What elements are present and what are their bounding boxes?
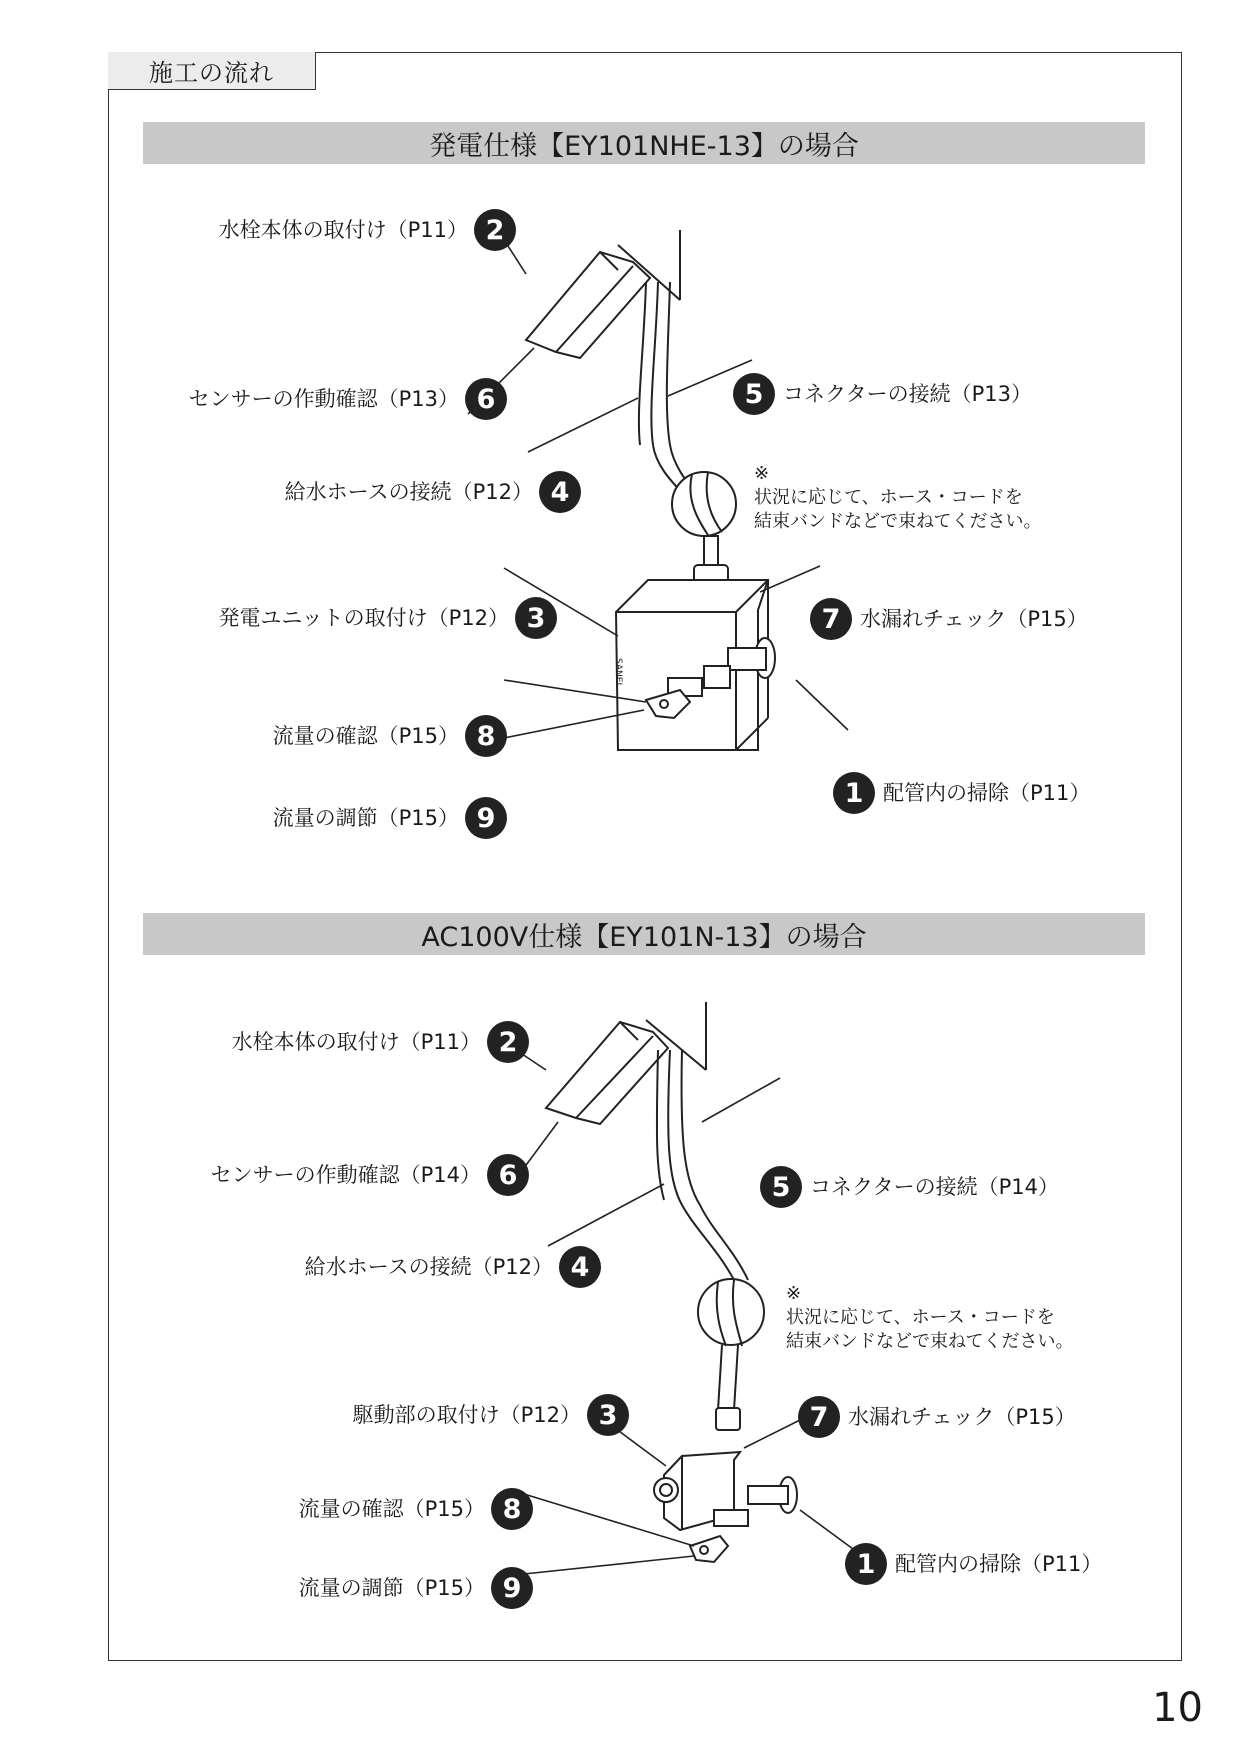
callout-label: 流量の調節（P15） [298,1575,485,1600]
callout-label: 配管内の掃除（P11） [895,1551,1103,1576]
callout-hose [305,1246,601,1288]
step-badge: 9 [465,797,507,839]
section-title-generator: 発電仕様【EY101NHE-13】の場合 [143,122,1145,164]
step-badge: 8 [491,1488,533,1530]
callout-sensor-check [189,378,507,420]
callout-leak-check [810,598,1088,640]
callout-leak-check [798,1396,1076,1438]
callout-sensor-check [211,1154,529,1196]
step-badge: 2 [474,209,516,251]
callout-label: 発電ユニットの取付け（P12） [218,605,509,630]
bundle-note [786,1282,1074,1354]
callout-label: 水漏れチェック（P15） [860,606,1088,631]
callout-connector [760,1166,1059,1208]
page-number: 10 [1152,1685,1203,1731]
callout-label: 水栓本体の取付け（P11） [218,217,468,242]
callout-flow-check [273,715,507,757]
callout-generator-unit [218,597,557,639]
callout-connector [733,373,1032,415]
callout-label: 給水ホースの接続（P12） [304,1254,553,1279]
callout-flow-check [299,1488,533,1530]
unit-brand: SANEI [613,658,623,686]
step-badge: 1 [845,1543,887,1585]
note-line-1: 状況に応じて、ホース・コードを [786,1307,1055,1328]
callout-flow-adjust [273,797,507,839]
note-line-1: 状況に応じて、ホース・コードを [754,487,1023,508]
callout-label: 流量の確認（P15） [272,723,459,748]
step-badge: 7 [810,598,852,640]
bundle-note [754,462,1042,534]
callout-label: 流量の確認（P15） [298,1496,485,1521]
callout-label: センサーの作動確認（P13） [188,386,459,411]
callout-faucet-install [219,209,516,251]
step-badge: 5 [733,373,775,415]
note-line-2: 結束バンドなどで束ねてください。 [786,1331,1074,1352]
callout-flow-adjust [299,1567,533,1609]
step-badge: 5 [760,1166,802,1208]
callout-hose [285,471,581,513]
step-badge: 9 [491,1567,533,1609]
bundle-circle [672,472,736,536]
step-badge: 7 [798,1396,840,1438]
callout-label: センサーの作動確認（P14） [210,1162,481,1187]
bundle-circle [698,1279,764,1345]
callout-label: 水漏れチェック（P15） [848,1404,1076,1429]
faucet-body [546,1022,668,1124]
flow-handle [690,1536,728,1562]
step-badge: 2 [487,1021,529,1063]
callout-label: コネクターの接続（P14） [810,1174,1059,1199]
section-title-ac100v: AC100V仕様【EY101N-13】の場合 [143,913,1145,955]
step-badge: 6 [487,1154,529,1196]
note-line-2: 結束バンドなどで束ねてください。 [754,511,1042,532]
step-badge: 3 [515,597,557,639]
note-mark: ※ [786,1283,802,1304]
callout-label: コネクターの接続（P13） [783,381,1032,406]
hose [668,1050,734,1280]
callout-label: 給水ホースの接続（P12） [284,479,533,504]
callout-pipe-clean [833,772,1090,814]
step-badge: 4 [539,471,581,513]
step-badge: 8 [465,715,507,757]
step-badge: 3 [587,1394,629,1436]
note-mark: ※ [754,463,770,484]
callout-label: 水栓本体の取付け（P11） [231,1029,481,1054]
callout-label: 配管内の掃除（P11） [883,780,1091,805]
step-badge: 4 [559,1246,601,1288]
callout-drive-unit [353,1394,629,1436]
callout-label: 駆動部の取付け（P12） [352,1402,581,1427]
callout-label: 流量の調節（P15） [272,805,459,830]
step-badge: 6 [465,378,507,420]
step-badge: 1 [833,772,875,814]
connector [716,1408,740,1430]
callout-faucet-install [232,1021,529,1063]
section-tab: 施工の流れ [108,52,316,90]
callout-pipe-clean [845,1543,1102,1585]
